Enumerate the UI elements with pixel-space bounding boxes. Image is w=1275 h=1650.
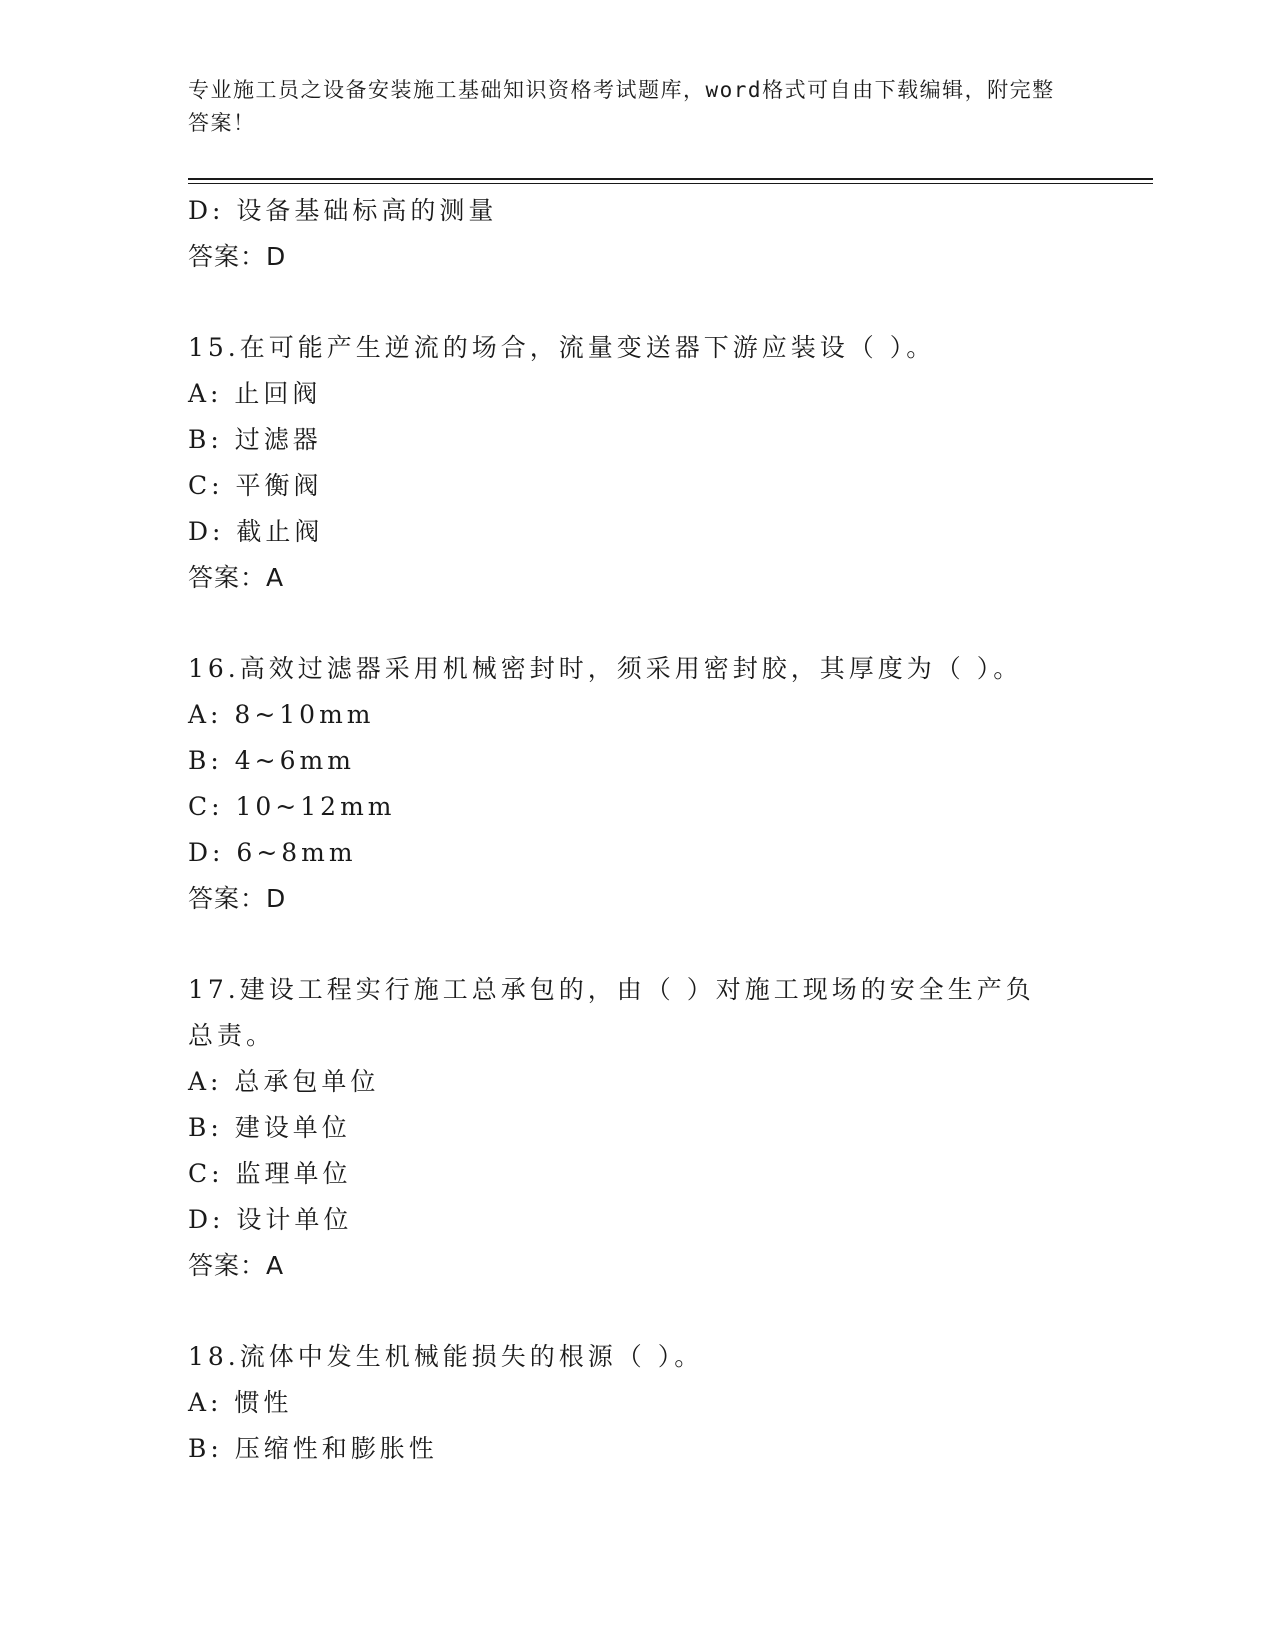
question-17 <box>188 967 1068 1289</box>
question-answer: 答案：D <box>188 884 287 913</box>
option-c: C: 监理单位 <box>188 1159 352 1188</box>
question-answer: 答案：A <box>188 1251 285 1280</box>
question-answer: 答案：A <box>188 563 285 592</box>
prev-question-option-d: D: 设备基础标高的测量 <box>188 196 498 225</box>
question-content <box>188 188 1068 1472</box>
option-c: C: 10~12mm <box>188 792 396 821</box>
question-15 <box>188 325 1068 601</box>
document-header: 专业施工员之设备安装施工基础知识资格考试题库，word格式可自由下载编辑，附完整答案！ <box>188 78 1055 135</box>
question-16 <box>188 646 1068 922</box>
option-d: D: 设计单位 <box>188 1205 353 1234</box>
question-stem: 16.高效过滤器采用机械密封时，须采用密封胶，其厚度为（ ）。 <box>188 654 1023 683</box>
option-d: D: 6~8mm <box>188 838 357 867</box>
option-b: B: 压缩性和膨胀性 <box>188 1434 438 1463</box>
question-stem: 18.流体中发生机械能损失的根源（ ）。 <box>188 1342 704 1371</box>
option-a: A: 总承包单位 <box>188 1067 380 1096</box>
option-b: B: 4~6mm <box>188 746 355 775</box>
option-d: D: 截止阀 <box>188 517 324 546</box>
question-18 <box>188 1334 1068 1472</box>
option-b: B: 过滤器 <box>188 425 322 454</box>
header-divider <box>188 178 1153 184</box>
question-stem: 15.在可能产生逆流的场合，流量变送器下游应装设（ ）。 <box>188 333 936 362</box>
option-a: A: 止回阀 <box>188 379 322 408</box>
option-c: C: 平衡阀 <box>188 471 323 500</box>
prev-question-answer: 答案：D <box>188 242 287 271</box>
option-a: A: 惯性 <box>188 1388 293 1417</box>
option-b: B: 建设单位 <box>188 1113 351 1142</box>
option-a: A: 8~10mm <box>188 700 375 729</box>
question-stem: 17.建设工程实行施工总承包的，由（ ）对施工现场的安全生产负总责。 <box>188 975 1035 1050</box>
